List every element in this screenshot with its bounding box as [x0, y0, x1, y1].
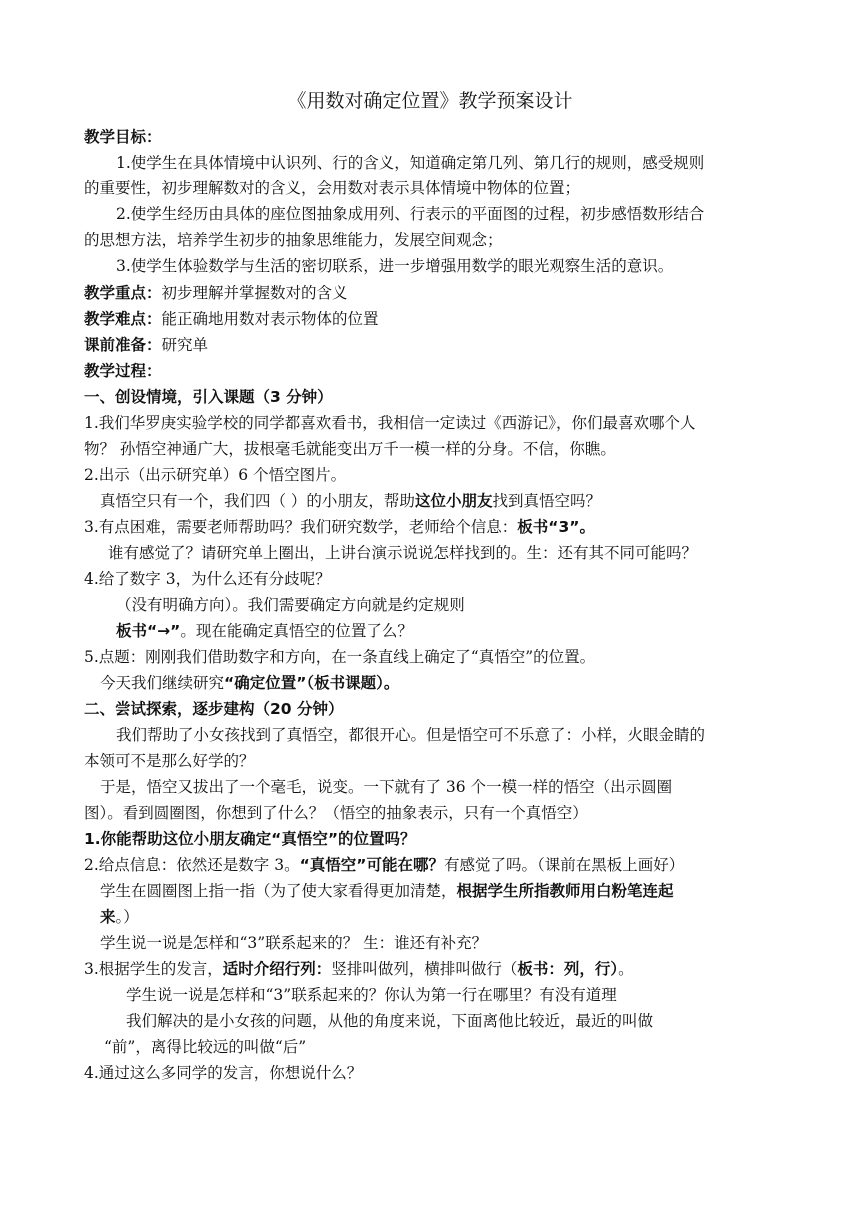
- difficulty-label: 教学难点：: [84, 310, 162, 328]
- s2-item-4: 4.通过这么多同学的发言，你想说什么？: [84, 1064, 363, 1082]
- s1-item-2-text-b: 找到真悟空吗？: [492, 492, 601, 510]
- s2-item-2-text-b: 有感觉了吗。（课前在黑板上画好）: [443, 856, 685, 874]
- s1-item-3-bold: 板书“3”。: [517, 518, 595, 536]
- goal-3: 3.使学生体验数学与生活的密切联系，进一步增强用数学的眼光观察生活的意识。: [116, 257, 674, 275]
- s1-item-5-bold: “确定位置”（板书课题）。: [224, 674, 400, 692]
- s2-para-2-line-2: 图）。看到圆圈图，你想到了什么？（悟空的抽象表示，只有一个真悟空）: [84, 804, 588, 822]
- s2-item-2-line-4: 学生说一说是怎样和“3”联系起来的？ 生：谁还有补充？: [100, 934, 488, 952]
- s1-item-2-text-a: 真悟空只有一个，我们四（ ）的小朋友，帮助: [100, 492, 415, 510]
- s1-item-3-text: 3.有点困难，需要老师帮助吗？我们研究数学，老师给个信息：: [84, 518, 518, 536]
- s2-item-3-line-4: “前”，离得比较远的叫做“后”: [104, 1038, 307, 1056]
- preparation: [84, 334, 208, 356]
- s2-item-2-line-2-text: 学生在圆圈图上指一指（为了使大家看得更加清楚，: [100, 882, 457, 900]
- s1-item-4-text: 。现在能确定真悟空的位置了么？: [180, 622, 413, 640]
- section-2-heading: 二、尝试探索，逐步建构（20 分钟）: [84, 700, 344, 718]
- s2-item-2-line-3-text: 。）: [115, 908, 139, 926]
- document-title: 《用数对确定位置》教学预案设计: [287, 90, 573, 112]
- key-point-label: 教学重点：: [84, 284, 162, 302]
- s2-para-1-line-2: 本领可不是那么好学的？: [84, 752, 255, 770]
- preparation-label: 课前准备：: [84, 336, 162, 354]
- s1-item-4-line-3: [116, 620, 413, 642]
- s1-item-5-text: 今天我们继续研究: [100, 674, 225, 692]
- s2-item-3-line-2: 学生说一说是怎样和“3”联系起来的？你认为第一行在哪里？有没有道理: [126, 986, 617, 1004]
- s1-item-5-line-2: [100, 672, 399, 694]
- s1-item-3-line-2: 谁有感觉了？请研究单上圈出，上讲台演示说说怎样找到的。生：还有其不同可能吗？: [108, 544, 698, 562]
- s1-item-2-line-2: [100, 490, 601, 512]
- s1-item-4-line-2: （没有明确方向）。我们需要确定方向就是约定规则: [116, 596, 465, 614]
- s1-item-4-bold: 板书“→”: [116, 622, 181, 640]
- s1-item-2: 2.出示（出示研究单）6 个悟空图片。: [84, 466, 347, 484]
- s2-item-2-text-a: 2.给点信息：依然还是数字 3。: [84, 856, 300, 874]
- s1-item-4: 4.给了数字 3，为什么还有分歧呢？: [84, 570, 331, 588]
- difficulty: [84, 308, 379, 330]
- s2-item-2-line-3: [100, 906, 139, 928]
- s1-item-5: 5.点题：刚刚我们借助数字和方向，在一条直线上确定了“真悟空”的位置。: [84, 648, 596, 666]
- s1-item-1-line-2: 物？ 孙悟空神通广大，拔根毫毛就能变出万千一模一样的分身。不信，你瞧。: [84, 440, 616, 458]
- s1-item-3: [84, 516, 595, 538]
- goals-heading: 教学目标：: [84, 128, 162, 146]
- process-heading: 教学过程：: [84, 362, 162, 380]
- s2-item-3-line-3: 我们解决的是小女孩的问题，从他的角度来说，下面离他比较近，最近的叫做: [126, 1012, 654, 1030]
- section-1-heading: 一、创设情境，引入课题（3 分钟）: [84, 388, 333, 406]
- s2-item-3-text-c: 。: [618, 960, 634, 978]
- s2-item-3-bold-a: 适时介绍行列：: [222, 960, 332, 978]
- goal-2-line-2: 的思想方法，培养学生初步的抽象思维能力，发展空间观念；: [84, 231, 503, 249]
- goal-1-line-2: 的重要性，初步理解数对的含义，会用数对表示具体情境中物体的位置；: [84, 179, 581, 197]
- s2-item-2-bold: “真悟空”可能在哪？: [299, 856, 444, 874]
- key-point-text: 初步理解并掌握数对的含义: [161, 284, 348, 302]
- s1-item-2-bold: 这位小朋友: [414, 492, 493, 510]
- s2-item-3-text-a: 3.根据学生的发言，: [84, 960, 223, 978]
- s2-item-1: 1.你能帮助这位小朋友确定“真悟空”的位置吗？: [84, 830, 416, 848]
- s2-item-3-bold-b: 板书：列，行）: [517, 960, 619, 978]
- s2-item-2-line-2: [100, 880, 674, 902]
- s2-item-3-text-b: 竖排叫做列，横排叫做行（: [331, 960, 518, 978]
- s2-item-2-line-3-bold: 来: [100, 908, 116, 926]
- s2-para-1-line-1: 我们帮助了小女孩找到了真悟空，都很开心。但是悟空可不乐意了：小样，火眼金睛的: [116, 726, 706, 744]
- difficulty-text: 能正确地用数对表示物体的位置: [161, 310, 379, 328]
- key-point: [84, 282, 348, 304]
- preparation-text: 研究单: [161, 336, 209, 354]
- goal-1-line-1: 1.使学生在具体情境中认识列、行的含义，知道确定第几列、第几行的规则，感受规则: [116, 154, 705, 172]
- s2-item-2: [84, 854, 684, 876]
- goal-2-line-1: 2.使学生经历由具体的座位图抽象成用列、行表示的平面图的过程，初步感悟数形结合: [116, 205, 705, 223]
- s2-item-2-line-2-bold: 根据学生所指教师用白粉笔连起: [456, 882, 674, 900]
- s2-para-2-line-1: 于是，悟空又拔出了一个毫毛，说变。一下就有了 36 个一模一样的悟空（出示圆圈: [100, 778, 673, 796]
- s1-item-1-line-1: 1.我们华罗庚实验学校的同学都喜欢看书，我相信一定读过《西游记》，你们最喜欢哪个人: [84, 414, 696, 432]
- s2-item-3: [84, 958, 634, 980]
